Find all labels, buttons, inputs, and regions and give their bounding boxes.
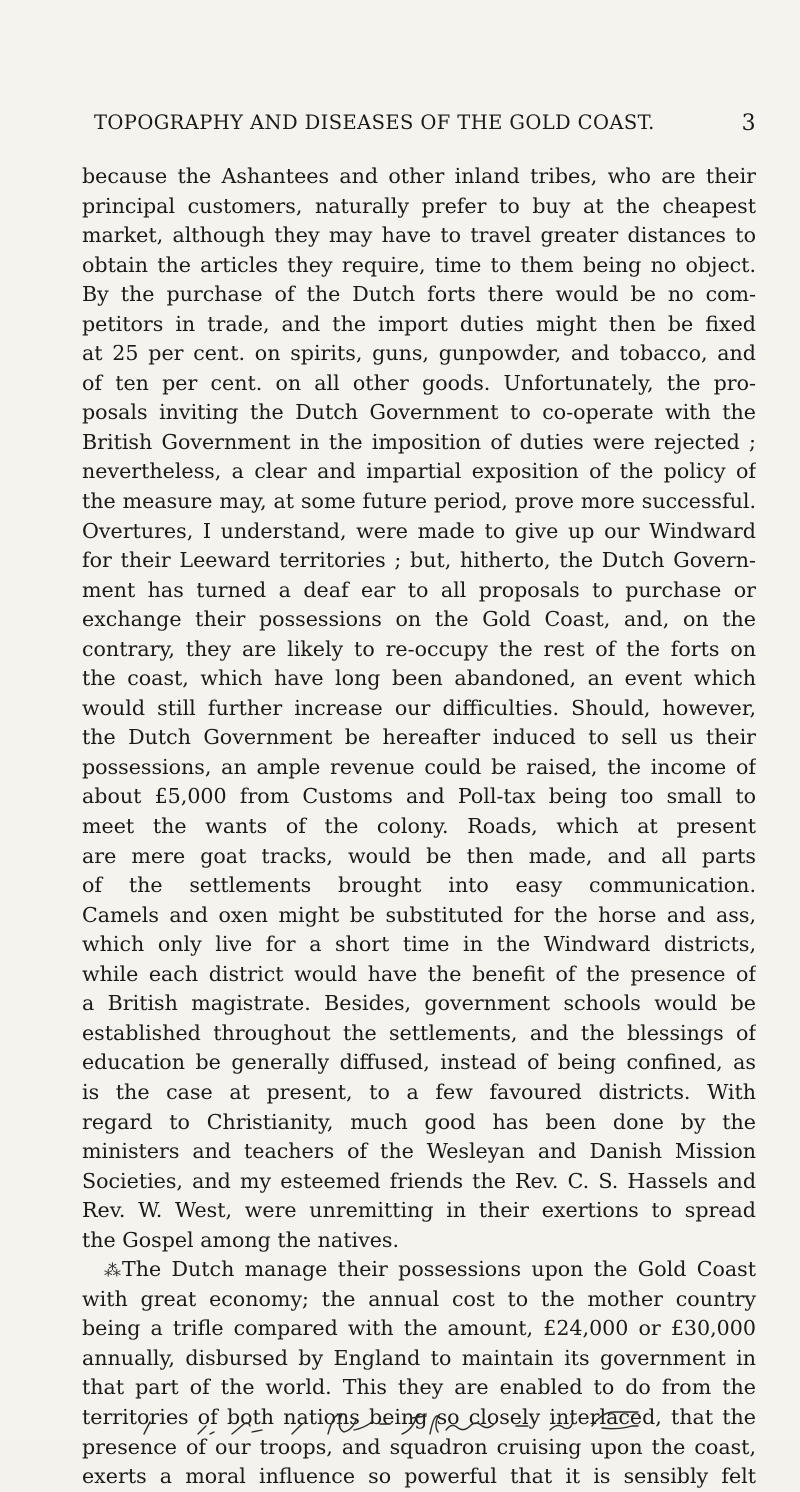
text-line: of the settlements brought into easy communication. — [82, 873, 756, 898]
text-line: obtain the articles they require, time to them being no object. — [82, 252, 756, 277]
text-line-paragraph-start — [82, 1255, 756, 1285]
text-line: for their Leeward territories ; but, hitherto, the Dutch Govern- — [82, 548, 756, 573]
running-head — [82, 111, 756, 141]
text-line: established throughout the settlements, and the blessings of — [82, 1020, 756, 1045]
text-line: the Dutch Government be hereafter induced to sell us their — [82, 725, 756, 750]
text-line: Overtures, I understand, were made to give up our Windward — [82, 518, 756, 543]
text-line: Camels and oxen might be substituted for the horse and ass, — [82, 902, 756, 927]
text-line: are mere goat tracks, would be then made, and all parts — [82, 843, 756, 868]
text-line: exchange their possessions on the Gold Coast, and, on the — [82, 607, 756, 632]
running-title: TOPOGRAPHY AND DISEASES OF THE GOLD COAST. — [94, 111, 655, 134]
text-line: while each district would have the benefit of the presence of — [82, 961, 756, 986]
body-text — [82, 162, 756, 1492]
text-line: regard to Christianity, much good has been done by the — [82, 1109, 756, 1134]
paragraph-mark: ⁂ — [104, 1261, 121, 1282]
text-line: Societies, and my esteemed friends the Rev. C. S. Hassels and — [82, 1168, 756, 1193]
text-line: the measure may, at some future period, prove more successful. — [82, 489, 756, 514]
text-line: presence of our troops, and squadron cruising upon the coast, — [82, 1434, 756, 1459]
text-line: market, although they may have to travel greater distances to — [82, 223, 756, 248]
text-line: contrary, they are likely to re-occupy the rest of the forts on — [82, 636, 756, 661]
text-line: a British magistrate. Besides, government schools would be — [82, 991, 756, 1016]
text-line: By the purchase of the Dutch forts there would be no com- — [82, 282, 756, 307]
text-line: ment has turned a deaf ear to all proposals to purchase or — [82, 577, 756, 602]
text-line: nevertheless, a clear and impartial exposition of the policy of — [82, 459, 756, 484]
text-line: Rev. W. West, were unremitting in their exertions to spread — [82, 1198, 756, 1223]
text-line: with great economy; the annual cost to the mother country — [82, 1286, 756, 1311]
text-line: education be generally diffused, instead of being confined, as — [82, 1050, 756, 1075]
text-line: is the case at present, to a few favoured districts. With — [82, 1079, 756, 1104]
page-number: 3 — [741, 111, 756, 136]
text-line: exerts a moral influence so powerful that it is sensibly felt — [82, 1464, 756, 1489]
text-line: territories of both nations being so closely interlaced, that the — [82, 1404, 756, 1429]
text-line: being a trifle compared with the amount, £24,000 or £30,000 — [82, 1316, 756, 1341]
text-line: meet the wants of the colony. Roads, which at present — [82, 814, 756, 839]
text-line: about £5,000 from Customs and Poll-tax being too small to — [82, 784, 756, 809]
text-line: possessions, an ample revenue could be raised, the income of — [82, 754, 756, 779]
text-line: because the Ashantees and other inland tribes, who are their — [82, 164, 756, 188]
text-line: of ten per cent. on all other goods. Unfortunately, the pro- — [82, 370, 756, 395]
text-line: ministers and teachers of the Wesleyan and Danish Mission — [82, 1139, 756, 1164]
text-line: at 25 per cent. on spirits, guns, gunpowder, and tobacco, and — [82, 341, 756, 366]
text-line: that part of the world. This they are enabled to do from the — [82, 1375, 756, 1400]
text-line-content: The Dutch manage their possessions upon the Gold Coast — [122, 1257, 756, 1282]
text-line: British Government in the imposition of duties were rejected ; — [82, 429, 756, 454]
handwritten-annotation — [140, 1404, 740, 1438]
text-line: the coast, which have long been abandoned, an event which — [82, 666, 756, 691]
text-line: would still further increase our difficulties. Should, however, — [82, 695, 756, 720]
text-line: petitors in trade, and the import duties might then be fixed — [82, 311, 756, 336]
text-line: annually, disbursed by England to maintain its government in — [82, 1345, 756, 1370]
text-line: which only live for a short time in the Windward districts, — [82, 932, 756, 957]
text-line: the Gospel among the natives. — [82, 1227, 400, 1252]
text-line: posals inviting the Dutch Government to co-operate with the — [82, 400, 756, 425]
text-line: principal customers, naturally prefer to buy at the cheapest — [82, 193, 756, 218]
